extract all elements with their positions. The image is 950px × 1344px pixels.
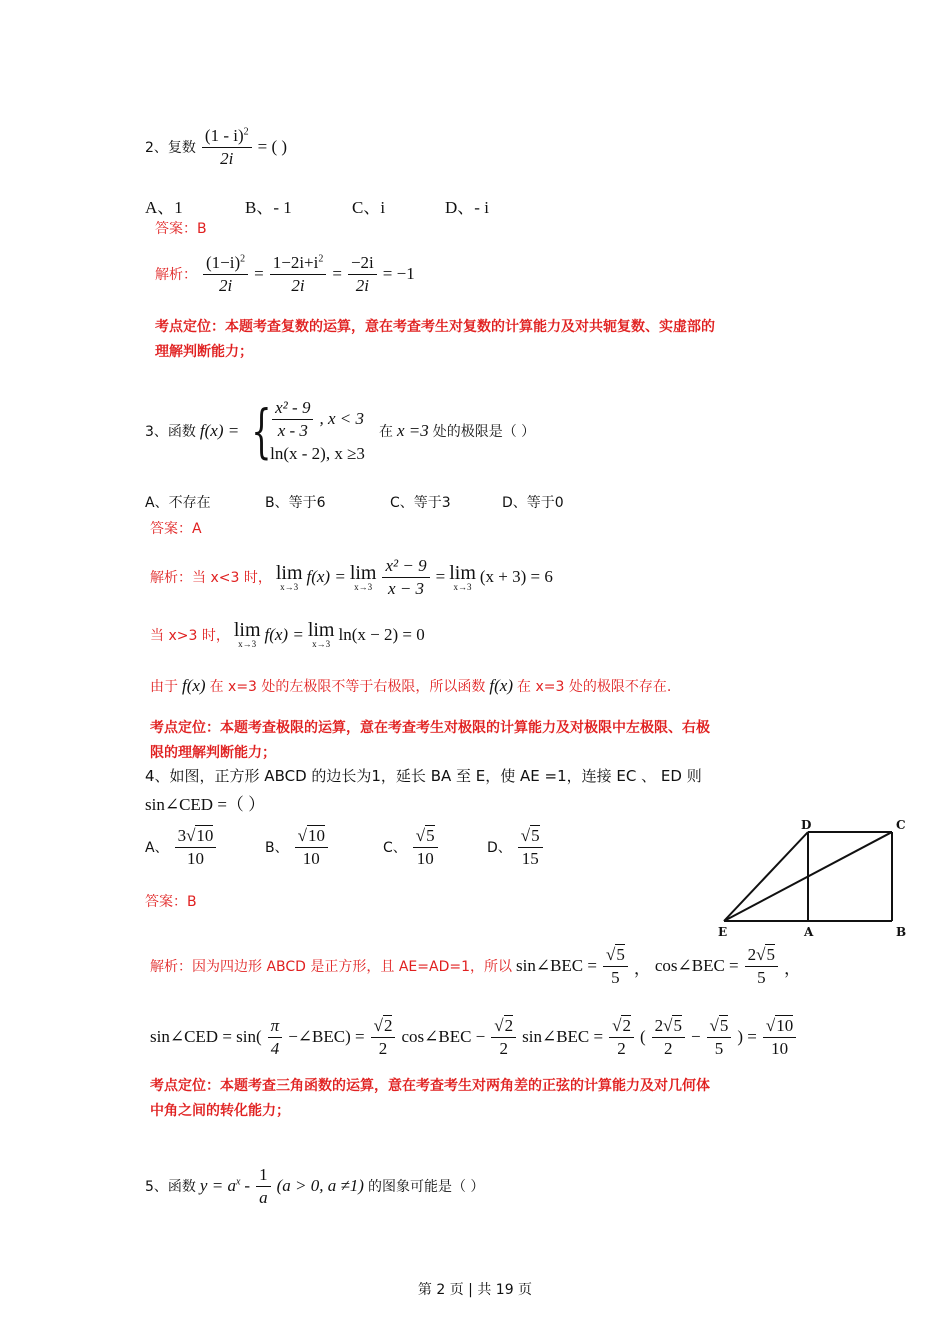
q2-option-a: A、1: [145, 198, 183, 217]
q2-answer: 答案：B: [155, 221, 207, 237]
label-c: C: [896, 820, 906, 832]
q3-option-c: C、等于3: [390, 495, 451, 511]
q4-point-line1: 考点定位：本题考查三角函数的运算，意在考查考生对两角差的正弦的计算能力及对几何体: [150, 1078, 710, 1094]
q4-analysis-1: 解析：因为四边形 ABCD 是正方形，且 AE=AD=1，所以 sin∠BEC = $\frac{√5}{5}$ ， cos∠BEC = $\frac{2√5}{5}$ ，: [150, 945, 801, 987]
page-footer: 第 2 页 | 共 19 页: [417, 1282, 533, 1298]
q2-fraction: $\frac{(1 - i)^2}{2i}$: [202, 126, 252, 168]
q2-stem: 2、复数 $\frac{(1 - i)^2}{2i}$ = ( ): [145, 126, 288, 168]
q4-option-d: D、 $\frac{√5}{15}$: [487, 826, 545, 868]
q2-option-d: D、- i: [445, 198, 489, 217]
square-figure: [716, 820, 912, 940]
q3-analysis-3: 由于 f(x) 在 x=3 处的左极限不等于右极限，所以函数 f(x) 在 x=3 处的极限不存在.: [150, 676, 672, 695]
q3-point-line2: 限的理解判断能力；: [150, 745, 276, 761]
q4-option-b: B、 $\frac{√10}{10}$: [265, 826, 330, 868]
label-d: D: [801, 820, 812, 832]
q3-option-d: D、等于0: [502, 495, 564, 511]
q4-stem-line2: sin∠CED =（ ）: [145, 795, 266, 814]
q3-option-b: B、等于6: [265, 495, 326, 511]
q3-stem: 3、函数 f(x) = { $\frac{\text{x² - 9}}{x - 3}$ , x < 3 ln(x - 2), x ≥3 在 x =3 处的极限是（ ）: [145, 397, 536, 466]
label-e: E: [718, 925, 728, 939]
q5-stem: 5、函数 $y = a^x$ - $\frac{1}{a}$ (a > 0, a ≠1) 的图象可能是（ ）: [145, 1165, 485, 1207]
q3-point-line1: 考点定位：本题考查极限的运算，意在考查考生对极限的计算能力及对极限中左极限、右极: [150, 720, 710, 736]
label-a: A: [804, 925, 814, 939]
q3-analysis-2: 当 x>3 时， lim x→3 f(x) = lim x→3 ln(x − 2) = 0: [150, 619, 425, 649]
q3-analysis-1: 解析：当 x<3 时， lim x→3 f(x) = lim x→3 $\frac{\text{x² − 9}}{x - 3}$ = lim x→3 (x + 3) = 6: [150, 556, 553, 598]
q2-option-b: B、- 1: [245, 198, 292, 217]
q3-answer: 答案：A: [150, 521, 202, 537]
q4-option-c: C、 $\frac{√5}{10}$: [383, 826, 440, 868]
q4-stem-line1: 4、如图，正方形 ABCD 的边长为1，延长 BA 至 E，使 AE =1，连接 EC 、 ED 则: [145, 767, 702, 785]
label-b: B: [896, 925, 907, 939]
q4-option-a: A、 $\frac{3√10}{10}$: [145, 826, 218, 868]
q4-answer: 答案：B: [145, 894, 197, 910]
q2-point-line1: 考点定位：本题考查复数的运算，意在考查考生对复数的计算能力及对共轭复数、实虚部的: [155, 319, 715, 335]
q4-analysis-2: sin∠CED = sin( $\frac{\pi}{4}$ −∠BEC) = $\frac{√2}{2}$ cos∠BEC − $\frac{√2}{2}$ sin∠BEC = $\frac{√2}{2}$ ( $\frac{2√5}{2}$ − $\frac{√5}{5}$ ) = $\frac{√10}{10}$: [150, 1016, 798, 1058]
q2-analysis: 解析： $\frac{(1-i)^2}{2i}$ = $\frac{1-2i+i^2}{2i}$ = $\frac{-2i}{2i}$ = −1: [155, 253, 415, 295]
segment-ed: [724, 832, 808, 921]
q2-option-c: C、i: [352, 198, 386, 217]
q2-point-line2: 理解判断能力；: [155, 344, 253, 360]
q3-option-a: A、不存在: [145, 495, 211, 511]
q4-point-line2: 中角之间的转化能力；: [150, 1103, 290, 1119]
